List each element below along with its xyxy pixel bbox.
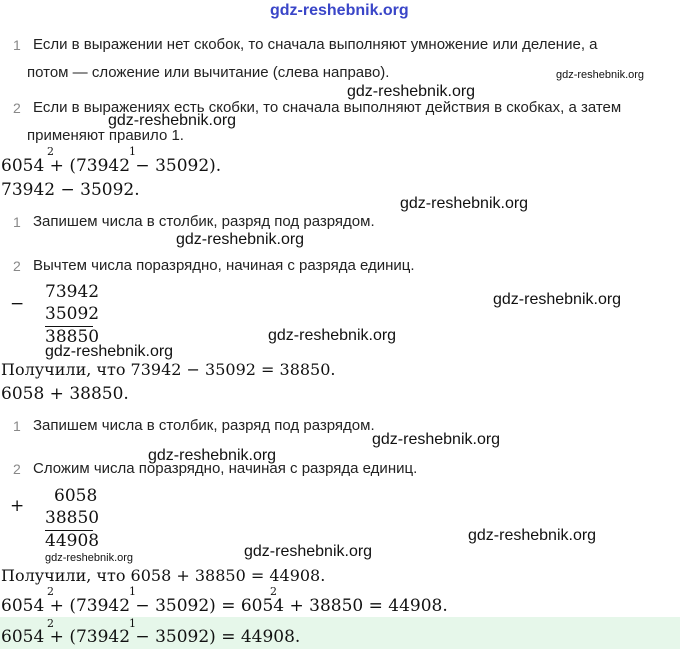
rule-2-line-2: применяют правило 1.: [27, 127, 184, 144]
watermark: gdz-reshebnik.org: [108, 112, 237, 129]
step-number: 2: [13, 461, 21, 477]
order-mark: 2: [270, 585, 277, 598]
watermark: gdz-reshebnik.org: [45, 552, 134, 564]
watermark: gdz-reshebnik.org: [347, 83, 476, 100]
order-mark: 1: [129, 617, 136, 630]
watermark: gdz-reshebnik.org: [148, 447, 277, 464]
column-bottom-number: 38850: [45, 508, 100, 528]
order-mark: 2: [47, 617, 54, 630]
chain-expression: 6054 + (73942 − 35092) = 6054 + 38850 = 44908.: [1, 596, 448, 616]
sub-step-2: Вычтем числа поразрядно, начиная с разряда единиц.: [33, 257, 415, 274]
main-expression: 6054 + (73942 − 35092).: [1, 156, 222, 176]
column-result: 44908: [45, 531, 100, 551]
order-mark: 1: [129, 585, 136, 598]
rule-number: 1: [13, 37, 21, 53]
add-result: Получили, что 6058 + 38850 = 44908.: [1, 566, 326, 585]
step-number: 2: [13, 258, 21, 274]
order-mark: 2: [47, 585, 54, 598]
rule-number: 2: [13, 100, 21, 116]
rule-1-line-1: Если в выражении нет скобок, то сначала выполняют умножение или деление, а: [33, 36, 598, 53]
watermark: gdz-reshebnik.org: [268, 327, 397, 344]
column-top-number: 6058: [54, 486, 98, 506]
column-result: 38850: [45, 327, 100, 347]
watermark: gdz-reshebnik.org: [176, 231, 305, 248]
watermark: gdz-reshebnik.org: [45, 343, 174, 360]
sub-step-1: Запишем числа в столбик, разряд под разрядом.: [33, 213, 375, 230]
watermark: gdz-reshebnik.org: [493, 291, 622, 308]
watermark: gdz-reshebnik.org: [372, 431, 501, 448]
final-answer: 6054 + (73942 − 35092) = 44908.: [1, 627, 301, 647]
minus-sign: −: [10, 294, 25, 314]
column-top-number: 73942: [45, 282, 100, 302]
add-step-1: Запишем числа в столбик, разряд под разрядом.: [33, 417, 375, 434]
rule-1-line-2: потом — сложение или вычитание (слева направо).: [27, 64, 390, 81]
sub-result: Получили, что 73942 − 35092 = 38850.: [1, 360, 336, 379]
plus-sign: +: [10, 496, 25, 516]
step-number: 1: [13, 214, 21, 230]
top-watermark: gdz-reshebnik.org: [270, 2, 409, 19]
step-number: 1: [13, 418, 21, 434]
order-mark: 2: [47, 145, 54, 158]
watermark: gdz-reshebnik.org: [468, 527, 597, 544]
step-1-expression: 73942 − 35092.: [1, 180, 140, 200]
step-2-expression: 6058 + 38850.: [1, 384, 129, 404]
watermark: gdz-reshebnik.org: [556, 69, 645, 81]
watermark: gdz-reshebnik.org: [244, 543, 373, 560]
watermark: gdz-reshebnik.org: [400, 195, 529, 212]
column-bottom-number: 35092: [45, 304, 100, 324]
add-step-2: Сложим числа поразрядно, начиная с разряда единиц.: [33, 460, 418, 477]
order-mark: 1: [129, 145, 136, 158]
rule-2-line-1: Если в выражениях есть скобки, то сначала выполняют действия в скобках, а затем: [33, 99, 622, 116]
